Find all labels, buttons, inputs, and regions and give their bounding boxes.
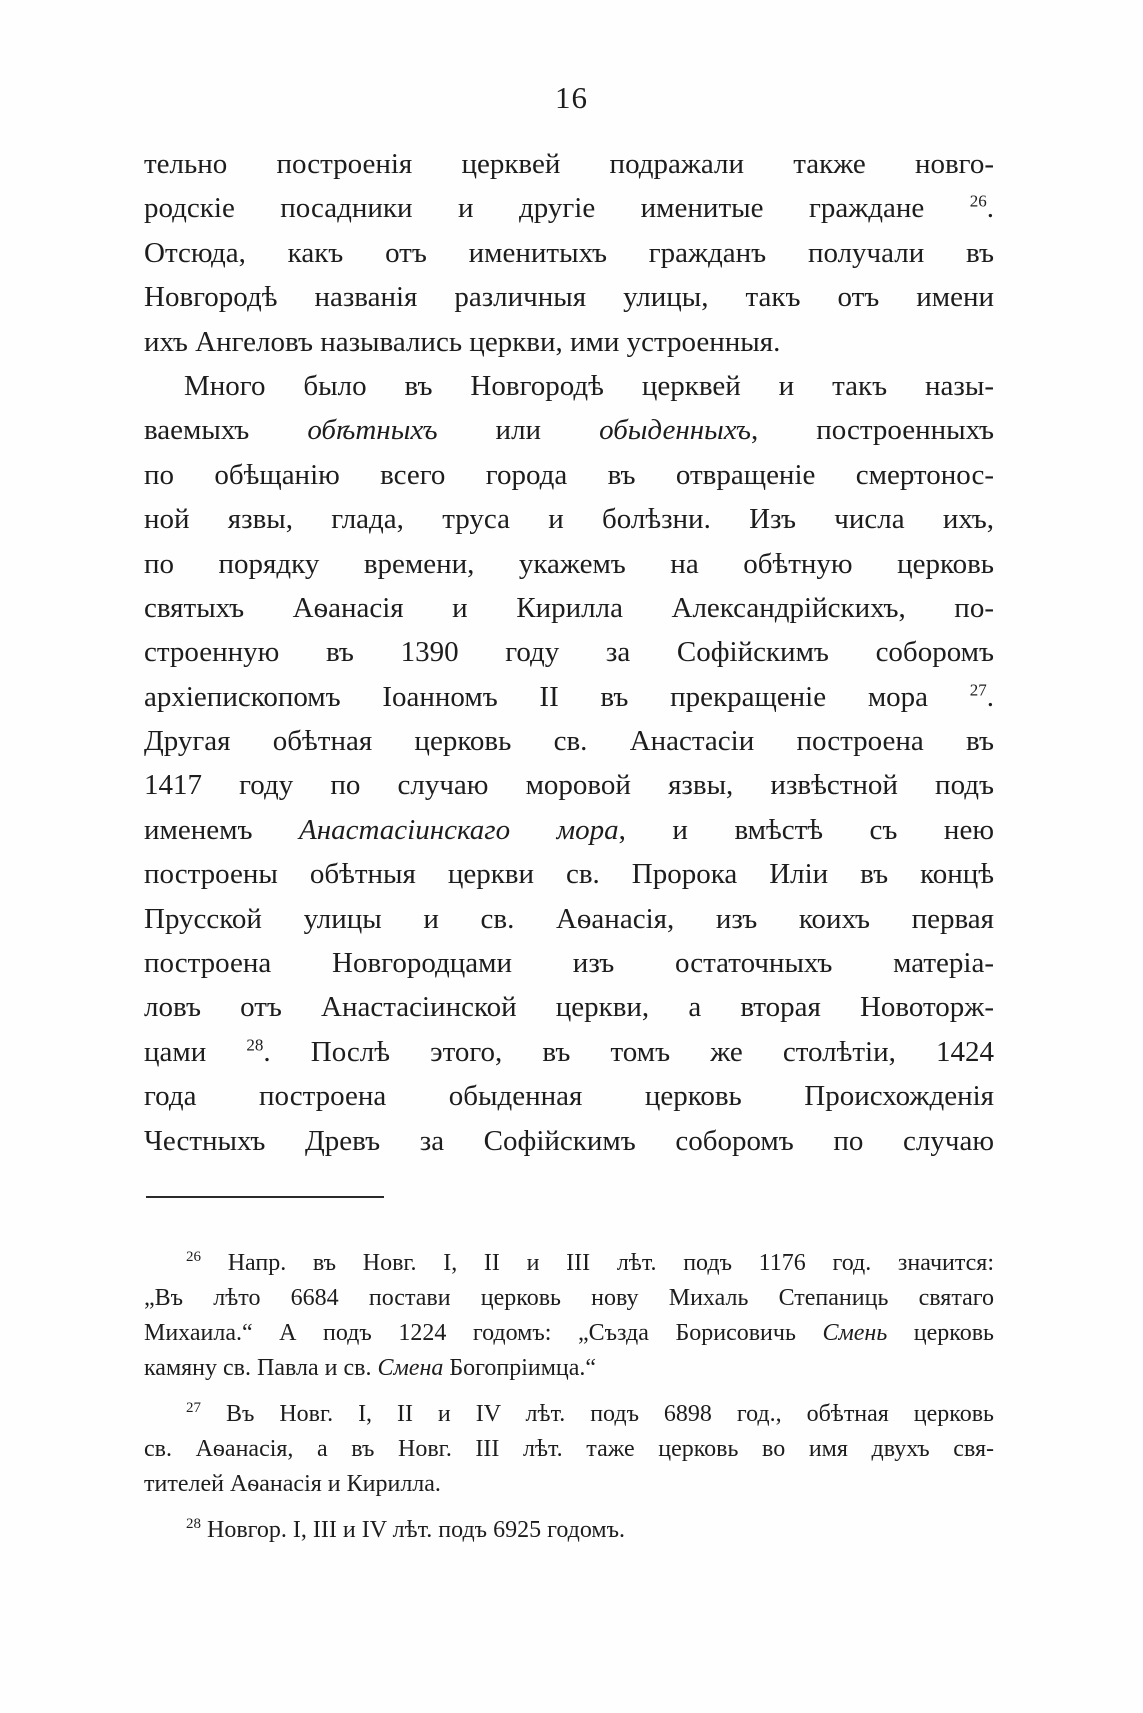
italic-segment: Анастасіинскаго мора: [299, 813, 619, 846]
text-segment: .: [986, 192, 994, 225]
footnote-number: 26: [186, 1249, 201, 1265]
text-segment: или: [437, 414, 600, 447]
text-segment: Въ Новг. I, II и IV лѣт. подъ 6898 год., обѣтная церковь: [225, 1401, 995, 1427]
italic-segment: обѣтныхъ: [307, 414, 438, 447]
text-line: [144, 630, 994, 674]
italic-segment: Смень: [822, 1320, 888, 1346]
text-line: [144, 808, 994, 852]
text-segment: Много было въ Новгородѣ церквей и такъ назы-: [184, 369, 994, 402]
page-number: 16: [555, 80, 588, 115]
text-line: [144, 275, 994, 319]
footnote-reference: 27: [969, 680, 987, 700]
text-segment: архіепископомъ Іоанномъ II въ прекращеніе мора: [144, 680, 970, 713]
text-line: [144, 675, 994, 719]
text-line: [144, 453, 994, 497]
text-segment: цами: [144, 1035, 247, 1068]
footnote-number: 27: [186, 1400, 201, 1416]
text-segment: ловъ отъ Анастасіинской церкви, а вторая Новоторж-: [144, 991, 994, 1024]
text-line: [144, 231, 994, 275]
text-segment: Новгородѣ названія различныя улицы, такъ отъ имени: [144, 281, 994, 314]
text-line: [144, 186, 994, 230]
footnote-27: [144, 1397, 994, 1502]
text-line: [144, 897, 994, 941]
text-segment: ной язвы, глада, труса и болѣзни. Изъ числа ихъ,: [144, 503, 994, 536]
text-segment: Отсюда, какъ отъ именитыхъ гражданъ получали въ: [144, 236, 994, 269]
footnote-reference: 26: [969, 191, 987, 211]
text-line: [144, 985, 994, 1029]
footnote-line: [144, 1316, 994, 1351]
text-segment: Михаила.“ А подъ 1224 годомъ: „Създа Борисовичь: [144, 1320, 823, 1346]
text-line: [144, 1030, 994, 1074]
text-segment: года построена обыденная церковь Происхожденія: [144, 1080, 994, 1113]
footnote-28: [144, 1513, 994, 1548]
text-line: [144, 542, 994, 586]
footnote-reference: 28: [246, 1035, 264, 1055]
footnote-line: [144, 1351, 994, 1386]
text-segment: родскіе посадники и другіе именитые граждане: [144, 192, 970, 225]
text-line: [144, 719, 994, 763]
text-segment: именемъ: [144, 813, 299, 846]
footnote-line: [144, 1397, 994, 1432]
text-line: [144, 142, 994, 186]
footnotes: [144, 1246, 994, 1559]
text-segment: Другая обѣтная церковь св. Анастасіи построена въ: [144, 725, 994, 758]
text-segment: тителей Аѳанасія и Кирилла.: [144, 1471, 441, 1497]
text-line: [144, 1119, 994, 1163]
text-line: [144, 320, 994, 364]
text-segment: Новгор. I, III и IV лѣт. подъ 6925 годомъ.: [207, 1517, 625, 1543]
text-segment: Напр. въ Новг. I, II и III лѣт. подъ 1176 год. значится:: [227, 1250, 995, 1276]
text-segment: . Послѣ этого, въ томъ же столѣтіи, 1424: [263, 1035, 994, 1068]
text-segment: , построенныхъ: [750, 414, 995, 447]
text-line: [144, 852, 994, 896]
text-segment: святыхъ Аѳанасія и Кирилла Александрійскихъ, по-: [144, 591, 994, 624]
text-segment: „Въ лѣто 6684 постави церковь нову Михаль Степаниць святаго: [144, 1285, 994, 1311]
footnote-line: [144, 1513, 994, 1548]
text-segment: Богопріимца.“: [443, 1355, 597, 1381]
text-segment: камяну св. Павла и св.: [144, 1355, 378, 1381]
footnote-line: [144, 1281, 994, 1316]
text-line: [144, 497, 994, 541]
text-segment: св. Аѳанасія, а въ Новг. III лѣт. таже церковь во имя двухъ свя-: [144, 1436, 994, 1462]
footnote-line: [144, 1467, 994, 1502]
footnote-number: 28: [186, 1516, 201, 1532]
text-segment: построены обѣтныя церкви св. Пророка Иліи въ концѣ: [144, 858, 994, 891]
text-segment: , и вмѣстѣ съ нею: [618, 813, 994, 846]
text-segment: тельно построенія церквей подражали также новго-: [144, 148, 994, 180]
text-segment: церковь: [887, 1320, 994, 1346]
text-line: [144, 586, 994, 630]
italic-segment: обыденныхъ: [599, 414, 751, 447]
footnote-divider: [146, 1196, 384, 1198]
text-segment: ваемыхъ: [144, 414, 308, 447]
italic-segment: Смена: [377, 1355, 444, 1381]
text-segment: строенную въ 1390 году за Софійскимъ соборомъ: [144, 636, 994, 669]
text-segment: Честныхъ Древъ за Софійскимъ соборомъ по случаю: [144, 1124, 994, 1157]
main-text: [144, 142, 994, 1163]
text-line: [144, 408, 994, 452]
text-segment: 1417 году по случаю моровой язвы, извѣстной подъ: [144, 769, 994, 802]
text-segment: ихъ Ангеловъ назывались церкви, ими устроенныя.: [144, 325, 781, 358]
text-segment: по порядку времени, укажемъ на обѣтную церковь: [144, 547, 994, 580]
text-line: [144, 763, 994, 807]
text-line: [144, 1074, 994, 1118]
text-segment: Прусской улицы и св. Аѳанасія, изъ коихъ первая: [144, 902, 994, 935]
text-line: [144, 364, 994, 408]
footnote-26: [144, 1246, 994, 1386]
text-segment: .: [986, 680, 994, 713]
footnote-line: [144, 1432, 994, 1467]
text-segment: построена Новгородцами изъ остаточныхъ матеріа-: [144, 947, 994, 980]
text-segment: по обѣщанію всего города въ отвращеніе смертонос-: [144, 458, 994, 491]
text-line: [144, 941, 994, 985]
footnote-line: [144, 1246, 994, 1281]
